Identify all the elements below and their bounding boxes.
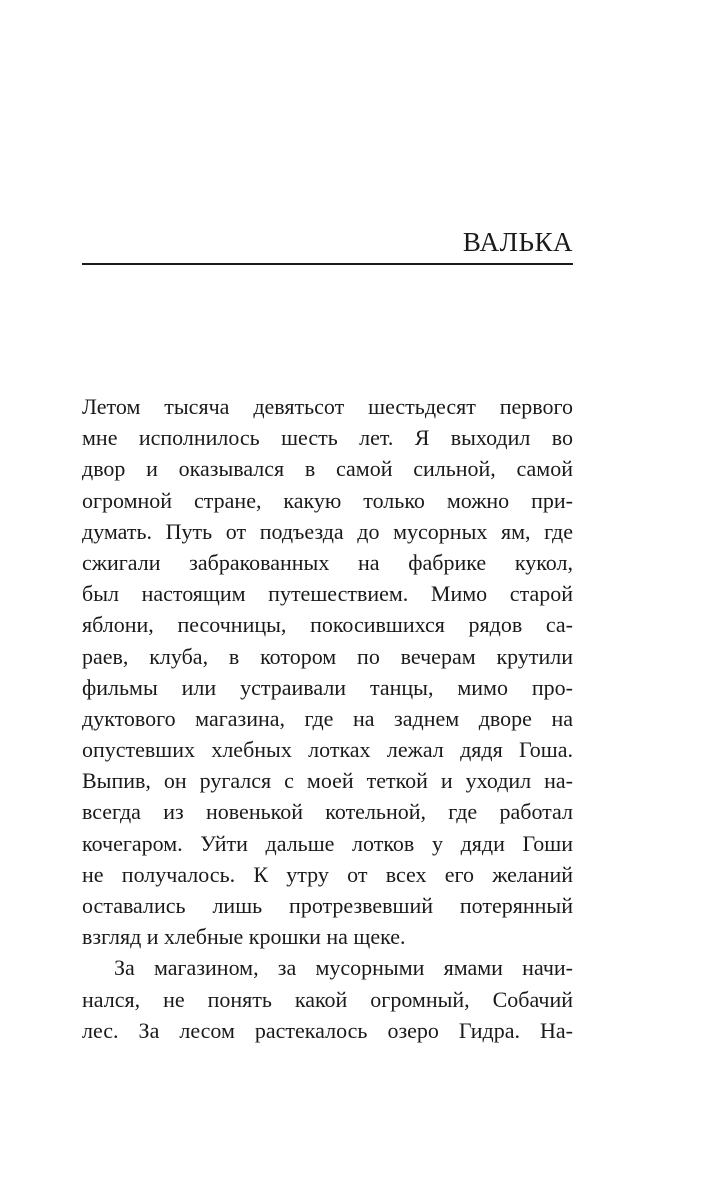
text-line: яблони, песочницы, покосившихся рядов са- (82, 612, 573, 638)
body-text (82, 391, 573, 1046)
text-line: кочегаром. Уйти дальше лотков у дяди Гоши (82, 830, 573, 856)
text-line: Выпив, он ругался с моей теткой и уходил на- (82, 768, 573, 794)
text-line: был настоящим путешествием. Мимо старой (82, 581, 573, 607)
text-line: думать. Путь от подъезда до мусорных ям, где (82, 518, 573, 544)
text-line: За магазином, за мусорными ямами начи- (114, 955, 573, 981)
text-line: Летом тысяча девятьсот шестьдесят первого (82, 394, 573, 419)
text-line: сжигали забракованных на фабрике кукол, (82, 549, 573, 575)
paragraph-2 (82, 952, 573, 1046)
text-line: нался, не понять какой огромный, Собачий (82, 986, 573, 1012)
text-line: лес. За лесом растекалось озеро Гидра. На- (82, 1017, 573, 1043)
chapter-title: ВАЛЬКА (462, 227, 573, 257)
text-line: опустевших хлебных лотках лежал дядя Гоша. (82, 737, 573, 763)
text-line: всегда из новенькой котельной, где работал (82, 799, 573, 825)
text-line: оставались лишь протрезвевший потерянный (82, 893, 573, 918)
text-line: взгляд и хлебные крошки на щеке. (82, 924, 406, 950)
text-line: огромной стране, какую только можно при- (82, 487, 573, 513)
text-line: раев, клуба, в котором по вечерам крутили (82, 643, 573, 669)
text-line: фильмы или устраивали танцы, мимо про- (82, 674, 573, 700)
paragraph-1 (82, 391, 573, 952)
text-line: двор и оказывался в самой сильной, самой (82, 456, 573, 482)
text-line: дуктового магазина, где на заднем дворе на (82, 705, 573, 731)
text-line: мне исполнилось шесть лет. Я выходил во (82, 425, 573, 451)
text-line: не получалось. К утру от всех его желаний (82, 861, 573, 887)
chapter-title-rule (82, 263, 573, 265)
